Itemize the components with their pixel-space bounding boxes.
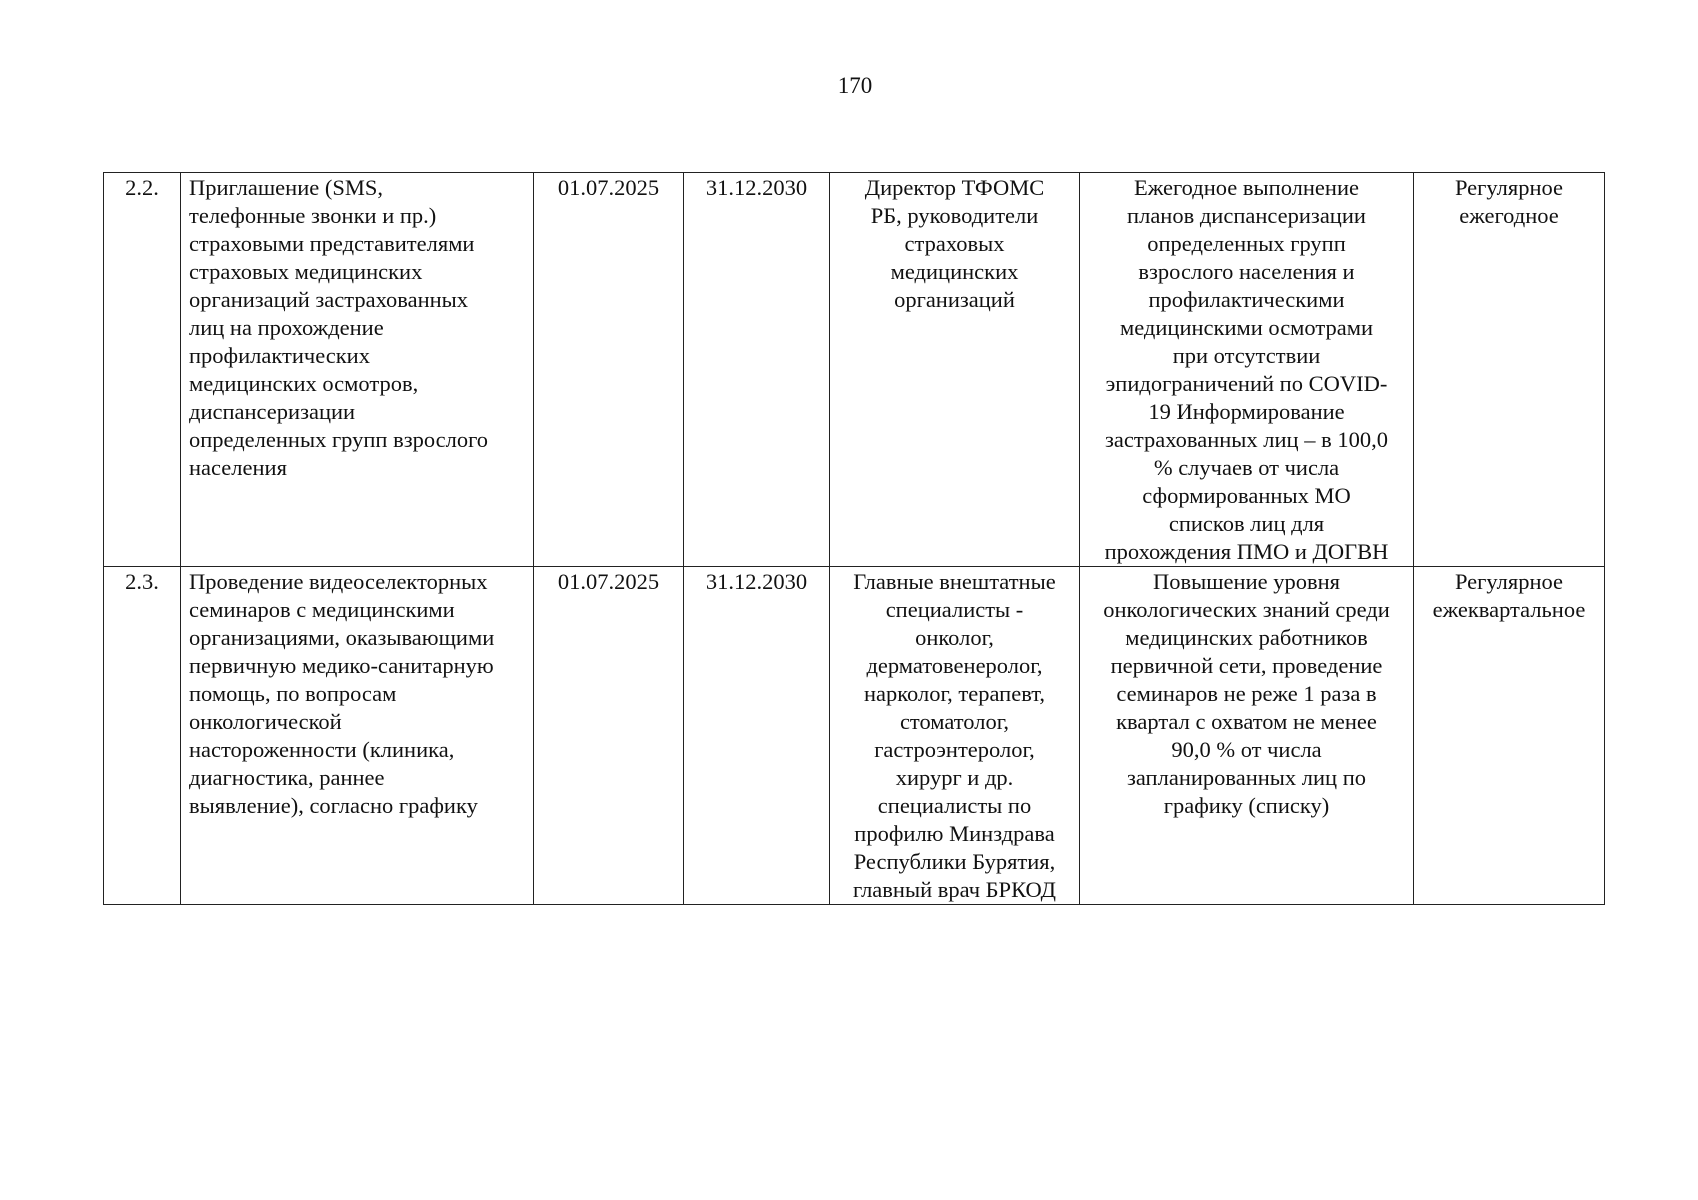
- expected-result: Ежегодное выполнение планов диспансеризации определенных групп взрослого населения и профилактическими медицинскими осмотрами при отсутствии эпидограничений по COVID- 19 Информирование застрахованных лиц – в 100,0 % случаев от числа сформированных МО списков лиц для прохождения ПМО и ДОГВН: [1104, 175, 1389, 564]
- responsible-cell: [830, 173, 1080, 567]
- start-date-cell: [534, 567, 684, 905]
- table-row: [104, 567, 1605, 905]
- measures-table: [103, 172, 1605, 905]
- end-date-cell: [684, 567, 830, 905]
- expected-result: Повышение уровня онкологических знаний среди медицинских работников первичной сети, проведение семинаров не реже 1 раза в квартал с охватом не менее 90,0 % от числа запланированных лиц по графику (списку): [1103, 569, 1390, 818]
- row-number: 2.2.: [125, 175, 159, 200]
- row-number: 2.3.: [125, 569, 159, 594]
- end-date-cell: [684, 173, 830, 567]
- description-cell: [181, 173, 534, 567]
- description-cell: [181, 567, 534, 905]
- start-date: 01.07.2025: [557, 569, 660, 594]
- end-date: 31.12.2030: [705, 175, 808, 200]
- type-cell: [1414, 567, 1605, 905]
- row-number-cell: [104, 567, 181, 905]
- responsible-persons: Директор ТФОМС РБ, руководители страховых медицинских организаций: [864, 175, 1045, 312]
- measure-type: Регулярное ежеквартальное: [1432, 569, 1586, 622]
- responsible-cell: [830, 567, 1080, 905]
- result-cell: [1080, 567, 1414, 905]
- start-date-cell: [534, 173, 684, 567]
- start-date: 01.07.2025: [557, 175, 660, 200]
- table-row: [104, 173, 1605, 567]
- measure-description: Приглашение (SMS, телефонные звонки и пр.) страховыми представителями страховых медицинских организаций застрахованных лиц на прохождение профилактических медицинских осмотров, диспансеризации определенных групп взрослого населения: [189, 175, 489, 480]
- page-number: 170: [837, 73, 873, 98]
- measure-description: Проведение видеоселекторных семинаров с медицинскими организациями, оказывающими первичную медико-санитарную помощь, по вопросам онкологической настороженности (клиника, диагностика, раннее выявление), согласно графику: [189, 569, 495, 818]
- responsible-persons: Главные внештатные специалисты - онколог, дерматовенеролог, нарколог, терапевт, стоматолог, гастроэнтеролог, хирург и др. специалисты по профилю Минздрава Республики Бурятия, главный врач БРКОД: [852, 569, 1056, 902]
- measure-type: Регулярное ежегодное: [1454, 175, 1564, 228]
- result-cell: [1080, 173, 1414, 567]
- row-number-cell: [104, 173, 181, 567]
- end-date: 31.12.2030: [705, 569, 808, 594]
- type-cell: [1414, 173, 1605, 567]
